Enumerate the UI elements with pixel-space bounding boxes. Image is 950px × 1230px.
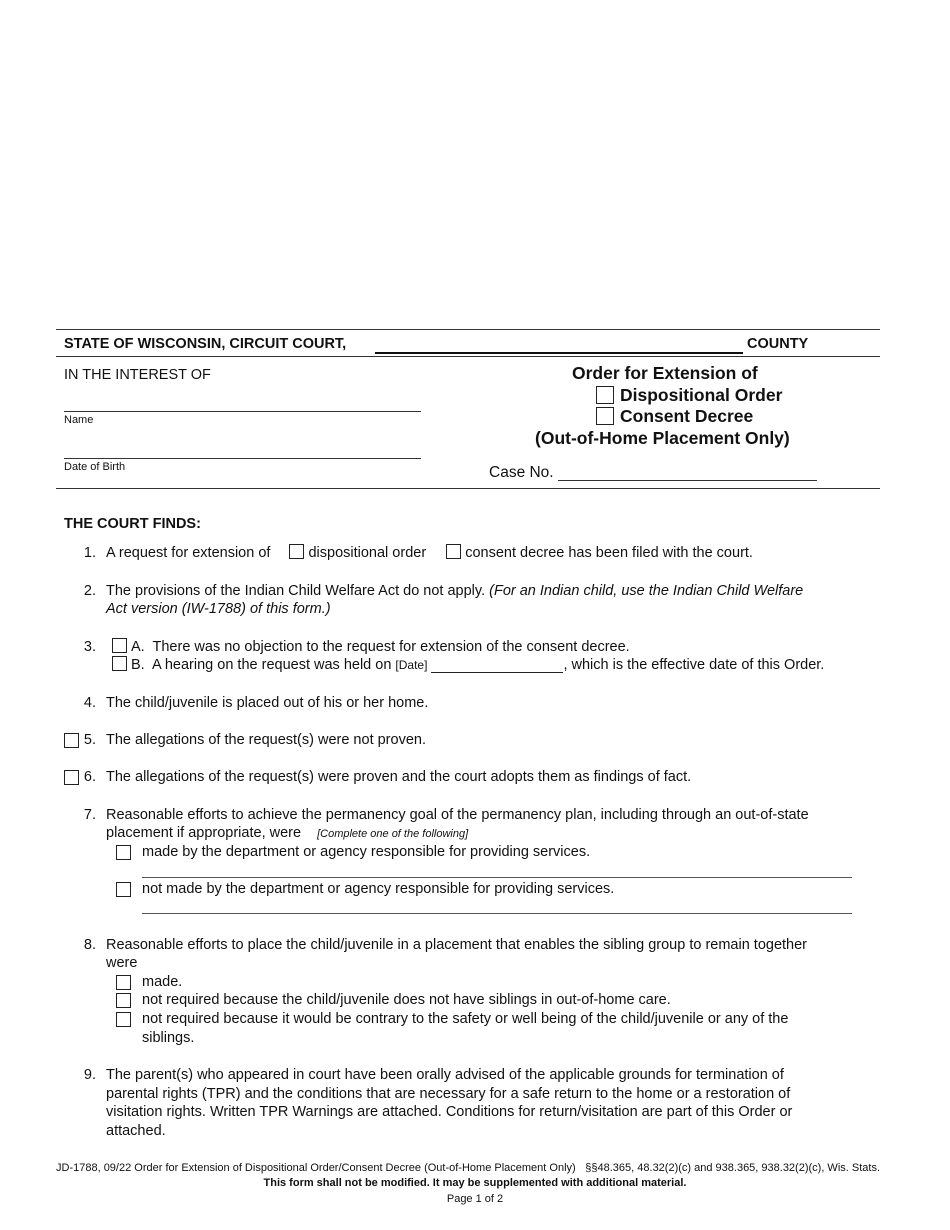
county-field[interactable] [375,334,743,354]
form-title-line1: Order for Extension of [572,363,758,383]
case-no-label: Case No. [489,464,554,481]
item4-text: The child/juvenile is placed out of his or her home. [106,695,429,711]
item7-number: 7. [83,807,96,823]
footer-page-number: Page 1 of 2 [446,1193,504,1205]
item4-number: 4. [83,695,96,711]
item7-not-made-checkbox[interactable] [116,882,131,897]
item5-text: The allegations of the request(s) were not proven. [106,732,426,748]
item3-a-text: There was no objection to the request for extension of the consent decree. [152,639,630,655]
item9-number: 9. [83,1067,96,1083]
court-finds-heading: THE COURT FINDS: [64,516,201,532]
header-top-rule [56,329,880,330]
item8-opt3-checkbox[interactable] [116,1012,131,1027]
item2-line1 [106,583,803,599]
item1-dispositional-checkbox[interactable] [289,544,304,559]
option-dispositional-row [596,385,782,406]
item2-number: 2. [83,583,96,599]
item2-text: The provisions of the Indian Child Welfare Act do not apply. [106,583,486,599]
item7-line2 [106,825,468,841]
item1-number: 1. [83,545,96,561]
item3-a-row [112,639,630,655]
item7-line2-text: placement if appropriate, were [106,825,302,841]
case-no-field[interactable] [558,480,817,481]
form-title-line4: (Out-of-Home Placement Only) [535,428,790,448]
dob-field[interactable] [64,458,421,459]
item3-b-date-label: [Date] [395,658,428,672]
item3-number: 3. [83,639,96,655]
item3-a-label: A. [131,639,145,655]
item9-line3: visitation rights. Written TPR Warnings are attached. Conditions for return/visitation are part of this Order or [106,1104,793,1120]
consent-decree-label: Consent Decree [620,406,754,426]
item7-instruction: [Complete one of the following] [317,828,469,840]
item3-b-date-field[interactable] [431,658,563,673]
consent-decree-checkbox[interactable] [596,407,614,425]
footer-statutes: §§48.365, 48.32(2)(c) and 938.365, 938.32(2)(c), Wis. Stats. [585,1162,880,1174]
footer-notice: This form shall not be modified. It may be supplemented with additional material. [263,1177,687,1189]
item2-note-l1: (For an Indian child, use the Indian Child Welfare [489,583,804,599]
item7-made-checkbox[interactable] [116,845,131,860]
item2-note-l2: Act version (IW-1788) of this form.) [106,601,331,617]
name-label: Name [64,414,94,426]
item7-not-made-explanation-field[interactable] [142,913,852,914]
item3-a-checkbox[interactable] [112,638,127,653]
item3-b-label: B. [131,657,145,673]
item8-opt1-checkbox[interactable] [116,975,131,990]
interest-of-label: IN THE INTEREST OF [64,367,211,383]
item9-line2: parental rights (TPR) and the conditions that are necessary for a safe return to the home or a restoration of [106,1086,791,1102]
footer-form-id: JD-1788, 09/22 Order for Extension of Dispositional Order/Consent Decree (Out-of-Home Placement Only) [56,1162,576,1174]
item6-text: The allegations of the request(s) were proven and the court adopts them as findings of fact. [106,769,692,785]
item8-opt2-label: not required because the child/juvenile does not have siblings in out-of-home care. [142,992,671,1008]
option-consent-row [596,406,753,427]
item3-b-text: A hearing on the request was held on [151,657,392,673]
item8-line1: Reasonable efforts to place the child/juvenile in a placement that enables the sibling group to remain together [106,937,808,953]
item7-made-label: made by the department or agency responsible for providing services. [142,844,591,860]
item7-not-made-label: not made by the department or agency responsible for providing services. [142,881,615,897]
item9-line1: The parent(s) who appeared in court have been orally advised of the applicable grounds for termination of [106,1067,784,1083]
item7-made-explanation-field[interactable] [142,877,852,878]
item5-number: 5. [83,732,96,748]
item1-lead: A request for extension of [106,545,271,561]
item3-b-checkbox[interactable] [112,656,127,671]
item3-b-row [112,657,824,673]
court-label: STATE OF WISCONSIN, CIRCUIT COURT, [64,336,347,352]
header-bottom-rule [56,488,880,489]
item1-opt2-label: consent decree has been filed with the court. [465,545,753,561]
item9-line4: attached. [106,1123,166,1139]
item8-opt3-line2: siblings. [142,1030,195,1046]
dob-label: Date of Birth [64,461,126,473]
item1-opt1-label: dispositional order [308,545,427,561]
item8-number: 8. [83,937,96,953]
item8-opt2-checkbox[interactable] [116,993,131,1008]
item8-opt3-line1: not required because it would be contrary to the safety or well being of the child/juvenile or any of the [142,1011,789,1027]
item7-line1: Reasonable efforts to achieve the permanency goal of the permanency plan, including through an out-of-state [106,807,809,823]
item3-b-tail: , which is the effective date of this Order. [563,657,825,673]
name-field[interactable] [64,411,421,412]
header-mid-rule [56,356,880,357]
item8-line2: were [106,955,138,971]
item8-opt1-label: made. [142,974,183,990]
dispositional-order-checkbox[interactable] [596,386,614,404]
county-label: COUNTY [747,336,809,352]
item1-text [106,545,753,561]
item6-number: 6. [83,769,96,785]
item1-consent-checkbox[interactable] [446,544,461,559]
dispositional-order-label: Dispositional Order [620,385,783,405]
